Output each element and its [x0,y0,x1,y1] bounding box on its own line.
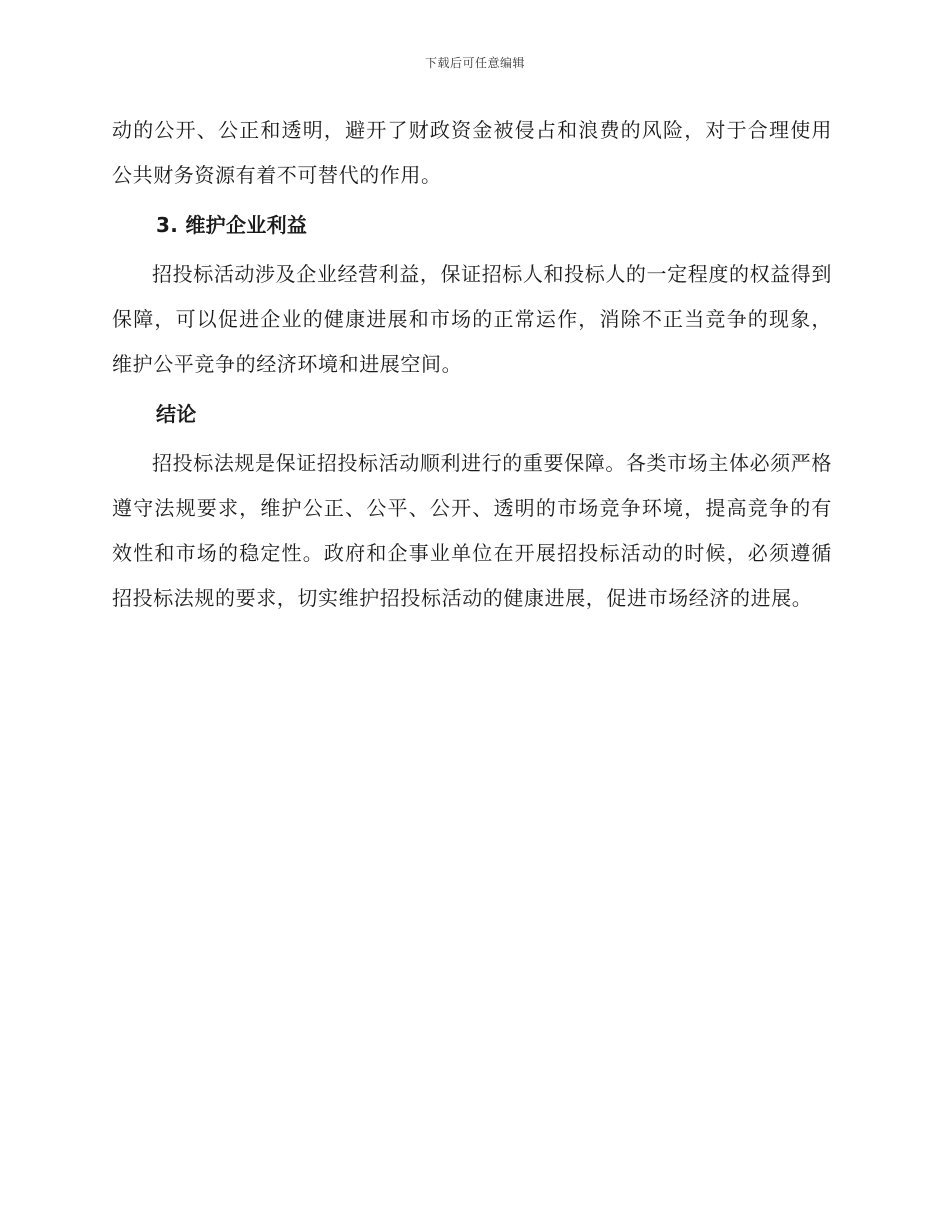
document-body [112,108,832,621]
section-heading-maintain-enterprise-interests: 3. 维护企业利益 [156,213,308,237]
continuation-paragraph: 动的公开、公正和透明，避开了财政资金被侵占和浪费的风险，对于合理使用公共财务资源有着不可替代的作用。 [112,118,832,187]
page-header-note: 下载后可任意编辑 [424,56,525,70]
section-heading-conclusion: 结论 [156,402,197,426]
section-paragraph-enterprise-interests: 招投标活动涉及企业经营利益，保证招标人和投标人的一定程度的权益得到保障，可以促进企业的健康进展和市场的正常运作，消除不正当竞争的现象，维护公平竞争的经济环境和进展空间。 [112,262,832,376]
conclusion-paragraph: 招投标法规是保证招投标活动顺利进行的重要保障。各类市场主体必须严格遵守法规要求，维护公正、公平、公开、透明的市场竞争环境，提高竞争的有效性和市场的稳定性。政府和企事业单位在开展招投标活动的时候，必须遵循招投标法规的要求，切实维护招投标活动的健康进展，促进市场经济的进展。 [112,451,832,610]
